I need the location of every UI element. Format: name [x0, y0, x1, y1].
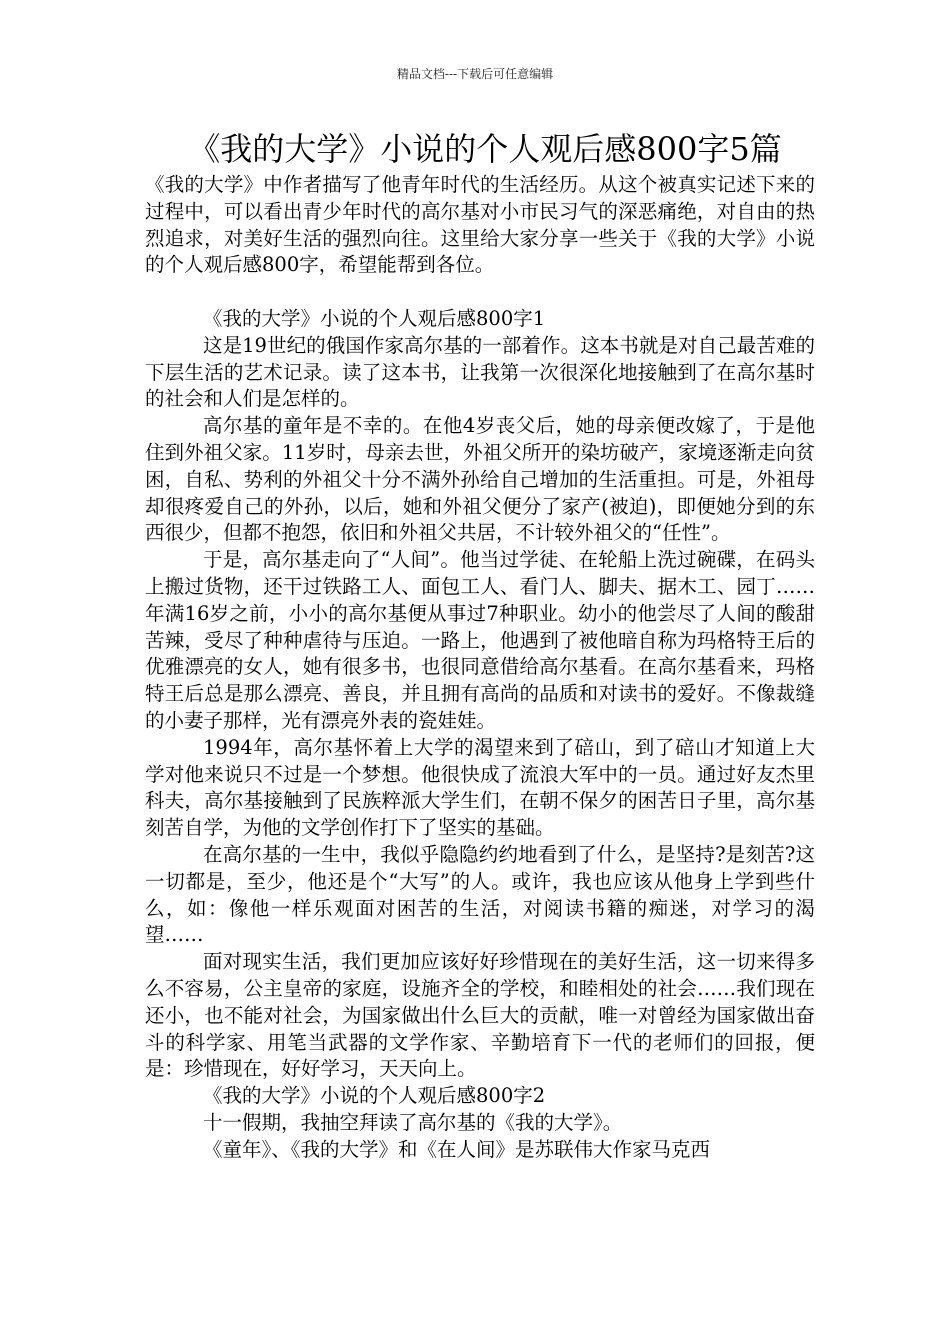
header-note: 精品文档---下载后可任意编辑 — [396, 67, 554, 81]
intro-paragraph: 《我的大学》中作者描写了他青年时代的生活经历。从这个被真实记述下来的过程中，可以看出青少年时代的高尔基对小市民习气的深恶痛绝，对自由的热烈追求，对美好生活的强烈向往。这里给大家分享一些关于《我的大学》小说的个人观后感800字，希望能帮到各位。 — [145, 173, 815, 277]
section-heading-2: 《我的大学》小说的个人观后感800字2 — [203, 1084, 546, 1108]
section-heading-1: 《我的大学》小说的个人观后感800字1 — [203, 306, 546, 330]
paragraph: 于是，高尔基走向了“人间”。他当过学徒、在轮船上洗过碗碟，在码头上搬过货物，还干过铁路工人、面包工人、看门人、脚夫、据木工、园丁……年满16岁之前，小小的高尔基便从事过7种职业。幼小的他尝尽了人间的酸甜苦辣，受尽了种种虐待与压迫。一路上，他遇到了被他暗自称为玛格特王后的优雅漂亮的女人，她有很多书，也很同意借给高尔基看。在高尔基看来，玛格特王后总是那么漂亮、善良，并且拥有高尚的品质和对读书的爱好。不像裁缝的小妻子那样，光有漂亮外表的瓷娃娃。 — [145, 548, 815, 732]
document-body — [145, 172, 815, 1163]
paragraph: 这是19世纪的俄国作家高尔基的一部着作。这本书就是对自己最苦难的下层生活的艺术记录。读了这本书，让我第一次很深化地接触到了在高尔基时的社会和人们是怎样的。 — [145, 333, 815, 411]
paragraph: 高尔基的童年是不幸的。在他4岁丧父后，她的母亲便改嫁了，于是他住到外祖父家。11岁时，母亲去世，外祖父所开的染坊破产，家境逐渐走向贫困，自私、势利的外祖父十分不满外孙给自己增加的生活重担。可是，外祖母却很疼爱自己的外孙，以后，她和外祖父便分了家产(被迫)，即便她分到的东西很少，但都不抱怨，依旧和外祖父共居，不计较外祖父的“任性”。 — [145, 414, 815, 545]
paragraph: 1994年，高尔基怀着上大学的渴望来到了碚山，到了碚山才知道上大学对他来说只不过是一个梦想。他很快成了流浪大军中的一员。通过好友杰里科夫，高尔基接触到了民族粹派大学生们，在朝不保夕的困苦日子里，高尔基刻苦自学，为他的文学创作打下了坚实的基础。 — [145, 735, 815, 840]
paragraph: 十一假期，我抽空拜读了高尔基的《我的大学》。 — [203, 1110, 623, 1134]
paragraph: 面对现实生活，我们更加应该好好珍惜现在的美好生活，这一切来得多么不容易，公主皇帝的家庭，设施齐全的学校，和睦相处的社会……我们现在还小，也不能对社会，为国家做出什么巨大的贡献，唯一对曾经为国家做出奋斗的科学家、用笔当武器的文学作家、辛勤培育下一代的老师们的回报，便是：珍惜现在，好好学习，天天向上。 — [145, 950, 815, 1081]
document-title: 《我的大学》小说的个人观后感800字5篇 — [188, 130, 782, 168]
paragraph: 《童年》、《我的大学》和《在人间》是苏联伟大作家马克西 — [203, 1137, 711, 1161]
paragraph: 在高尔基的一生中，我似乎隐隐约约地看到了什么，是坚持?是刻苦?这一切都是，至少，他还是个“大写”的人。或许，我也应该从他身上学到些什么，如：像他一样乐观面对困苦的生活，对阅读书籍的痴迷，对学习的渴望…… — [145, 842, 815, 947]
blank-line — [145, 279, 815, 306]
